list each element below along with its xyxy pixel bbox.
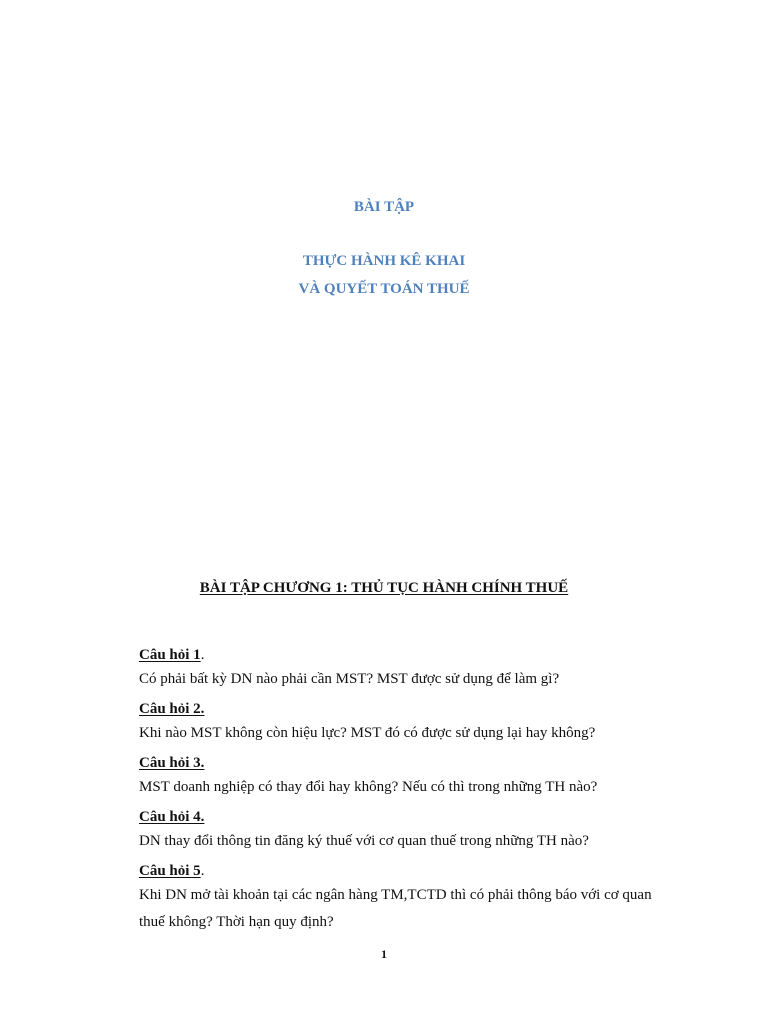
question-text: MST doanh nghiệp có thay đổi hay không? Nếu có thì trong những TH nào?	[139, 779, 598, 795]
question-label	[139, 806, 679, 828]
question-text: Khi DN mở tài khoản tại các ngân hàng TM,TCTD thì có phải thông báo với cơ quan thuế không? Thời hạn quy định?	[139, 887, 652, 930]
chapter-heading	[0, 579, 768, 597]
question-label-text: Câu hỏi 1	[139, 647, 201, 663]
document-subtitle-line-1: THỰC HÀNH KÊ KHAI	[302, 253, 466, 269]
question-label-text: Câu hỏi 4.	[139, 809, 205, 825]
question-list	[139, 644, 679, 941]
question-label	[139, 698, 679, 720]
page-number: 1	[381, 947, 387, 961]
question-label	[139, 752, 679, 774]
question-label-suffix: .	[200, 863, 205, 879]
chapter-heading-text: BÀI TẬP CHƯƠNG 1: THỦ TỤC HÀNH CHÍNH THUẾ	[199, 580, 569, 596]
question-label-text: Câu hỏi 2.	[139, 701, 205, 717]
question-text: DN thay đổi thông tin đăng ký thuế với cơ quan thuế trong những TH nào?	[139, 833, 589, 849]
question-label	[139, 644, 679, 666]
question-label-text: Câu hỏi 3.	[139, 755, 205, 771]
question-text: Khi nào MST không còn hiệu lực? MST đó có được sử dụng lại hay không?	[139, 725, 596, 741]
document-title: BÀI TẬP	[353, 199, 415, 215]
document-subtitle-line-2: VÀ QUYẾT TOÁN THUẾ	[298, 281, 470, 297]
question-label-suffix: .	[200, 647, 205, 663]
question-label-text: Câu hỏi 5	[139, 863, 201, 879]
question-text: Có phải bất kỳ DN nào phải cần MST? MST được sử dụng để làm gì?	[139, 671, 560, 687]
question-label	[139, 860, 679, 882]
